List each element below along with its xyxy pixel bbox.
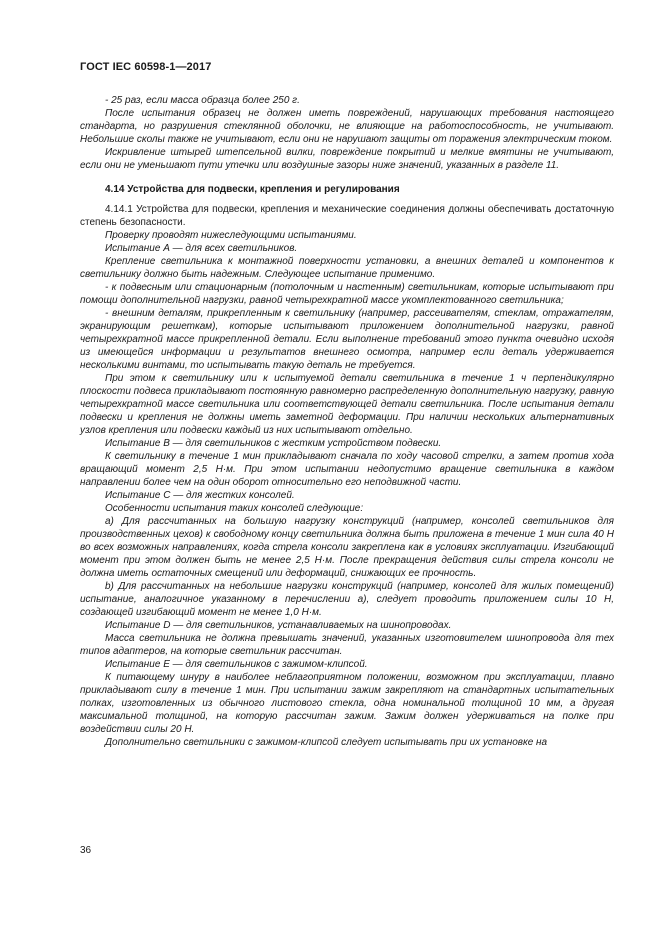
paragraph: Крепление светильника к монтажной поверхности установки, а внешних деталей и компонентов к светильнику должно быть надежным. Следующее испытание применимо. [80, 256, 614, 280]
paragraph: При этом к светильнику или к испытуемой детали светильника в течение 1 ч перпендикулярно плоскости подвеса прикладывают постоянную равномерно распределенную дополнительную нагрузку, равную четырехкратной массе светильника или соответствующей детали светильника. После испытания детали подвески и крепления не должны иметь заметной деформации. При наличии нескольких альтернативных узлов крепления или подвески каждый из них испытывают отдельно. [80, 373, 614, 436]
paragraph: Искривление штырей штепсельной вилки, повреждение покрытий и мелкие вмятины не учитывают, если они не уменьшают пути утечки или воздушные зазоры ниже значений, указанных в разделе 11. [80, 147, 614, 171]
paragraph: а) Для рассчитанных на большую нагрузку конструкций (например, консолей светильников для производственных цехов) к свободному концу светильника должна быть приложена в течение 1 мин сила 40 Н во всех возможных направлениях, когда стрела консоли закреплена как в условиях эксплуатации. Изгибающий момент при этом должен быть не менее 2,5 Н·м. После прекращения действия силы стрела консоли не должна иметь остаточных смещений или деформаций, снижающих ее прочность. [80, 516, 614, 579]
paragraph: Особенности испытания таких консолей следующие: [105, 503, 364, 514]
paragraph: - 25 раз, если масса образца более 250 г. [105, 95, 300, 106]
paragraph: b) Для рассчитанных на небольшие нагрузки конструкций (например, консолей для жилых помещений) испытание, аналогичное указанному в перечислении а), следует проводить приложением силы 10 Н, создающей изгибающий момент не менее 1,0 Н·м. [80, 581, 614, 618]
paragraph: К светильнику в течение 1 мин прикладывают сначала по ходу часовой стрелки, а затем против хода вращающий момент 2,5 Н·м. При этом испытании недопустимо вращение светильника в каждом направлении более чем на один оборот относительно его неподвижной части. [80, 451, 614, 488]
paragraph: 4.14.1 Устройства для подвески, крепления и механические соединения должны обеспечивать достаточную степень безопасности. [80, 204, 614, 228]
document-body [80, 94, 614, 749]
paragraph: Проверку проводят нижеследующими испытаниями. [105, 230, 357, 241]
paragraph: Испытание Е — для светильников с зажимом-клипсой. [105, 659, 368, 670]
paragraph: Испытание С — для жестких консолей. [105, 490, 295, 501]
paragraph: Испытание А — для всех светильников. [105, 243, 298, 254]
paragraph: После испытания образец не должен иметь повреждений, нарушающих требования настоящего стандарта, но разрушения стеклянной оболочки, не влияющие на работоспособность, не учитывают. Небольшие сколы также не учитывают, если они не нарушают защиты от поражения электрическим током. [80, 108, 614, 145]
paragraph: Испытание В — для светильников с жестким устройством подвески. [105, 438, 442, 449]
paragraph: - внешним деталям, прикрепленным к светильнику (например, рассеивателям, стеклам, отражателям, экранирующим решеткам), которые испытывают приложением дополнительной нагрузки, равной четырехкратной массе прикрепленной детали. Если выполнение требований этого пункта очевидно исходя из имеющейся информации и результатов внешнего осмотра, например если деталь удерживается несколькими винтами, то испытывать такую деталь не требуется. [80, 308, 614, 371]
paragraph: К питающему шнуру в наиболее неблагоприятном положении, возможном при эксплуатации, плавно прикладывают силу в течение 1 мин. При испытании зажим закрепляют на стандартных испытательных полках, изготовленных из обычного листового стекла, одна номинальной толщиной 10 мм, а другая максимальной толщиной, на которую рассчитан зажим. Зажим должен удерживаться на полке при воздействии силы 20 Н. [80, 672, 614, 735]
paragraph: Масса светильника не должна превышать значений, указанных изготовителем шинопровода для тех типов адаптеров, на которые светильник рассчитан. [80, 633, 614, 657]
paragraph: Дополнительно светильники с зажимом-клипсой следует испытывать при их установке на [105, 737, 548, 748]
paragraph: - к подвесным или стационарным (потолочным и настенным) светильникам, которые испытывают при помощи дополнительной нагрузки, равной четырехкратной массе укомплектованного светильника; [80, 282, 614, 306]
section-heading: 4.14 Устройства для подвески, крепления и регулирования [105, 184, 400, 195]
document-header: ГОСТ IEC 60598-1—2017 [80, 61, 212, 73]
paragraph: Испытание D — для светильников, устанавливаемых на шинопроводах. [105, 620, 452, 631]
page-number: 36 [80, 845, 92, 856]
